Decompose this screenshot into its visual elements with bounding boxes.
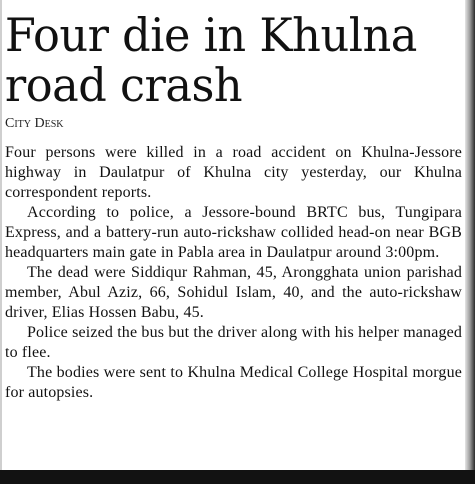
page-edge-shadow — [465, 0, 475, 470]
paragraph-5: The bodies were sent to Khulna Medical College Hospital morgue for autopsies. — [5, 364, 462, 401]
paragraph-2: According to police, a Jessore-bound BRTC bus, Tungipara Express, and a battery-run auto-rickshaw collided head-on near BGB headquarters main gate in Pabla area in Daulatpur around 3:00pm. — [5, 204, 462, 261]
page-bottom-border — [0, 470, 475, 484]
byline-desk: City Desk — [5, 116, 64, 131]
paragraph-4: Police seized the bus but the driver along with his helper managed to flee. — [5, 324, 462, 361]
article-body — [5, 143, 462, 403]
paragraph-1: Four persons were killed in a road accident on Khulna-Jessore highway in Daulatpur of Khulna city yesterday, our Khulna correspondent reports. — [5, 144, 462, 201]
headline — [2, 0, 451, 110]
headline-line-2: road crash — [4, 58, 243, 112]
paragraph-3: The dead were Siddiqur Rahman, 45, Arongghata union parishad member, Abul Aziz, 66, Sohidul Islam, 40, and the auto-rickshaw driver, Elias Hossen Babu, 45. — [5, 264, 462, 321]
headline-line-1: Four die in Khulna — [4, 8, 417, 62]
